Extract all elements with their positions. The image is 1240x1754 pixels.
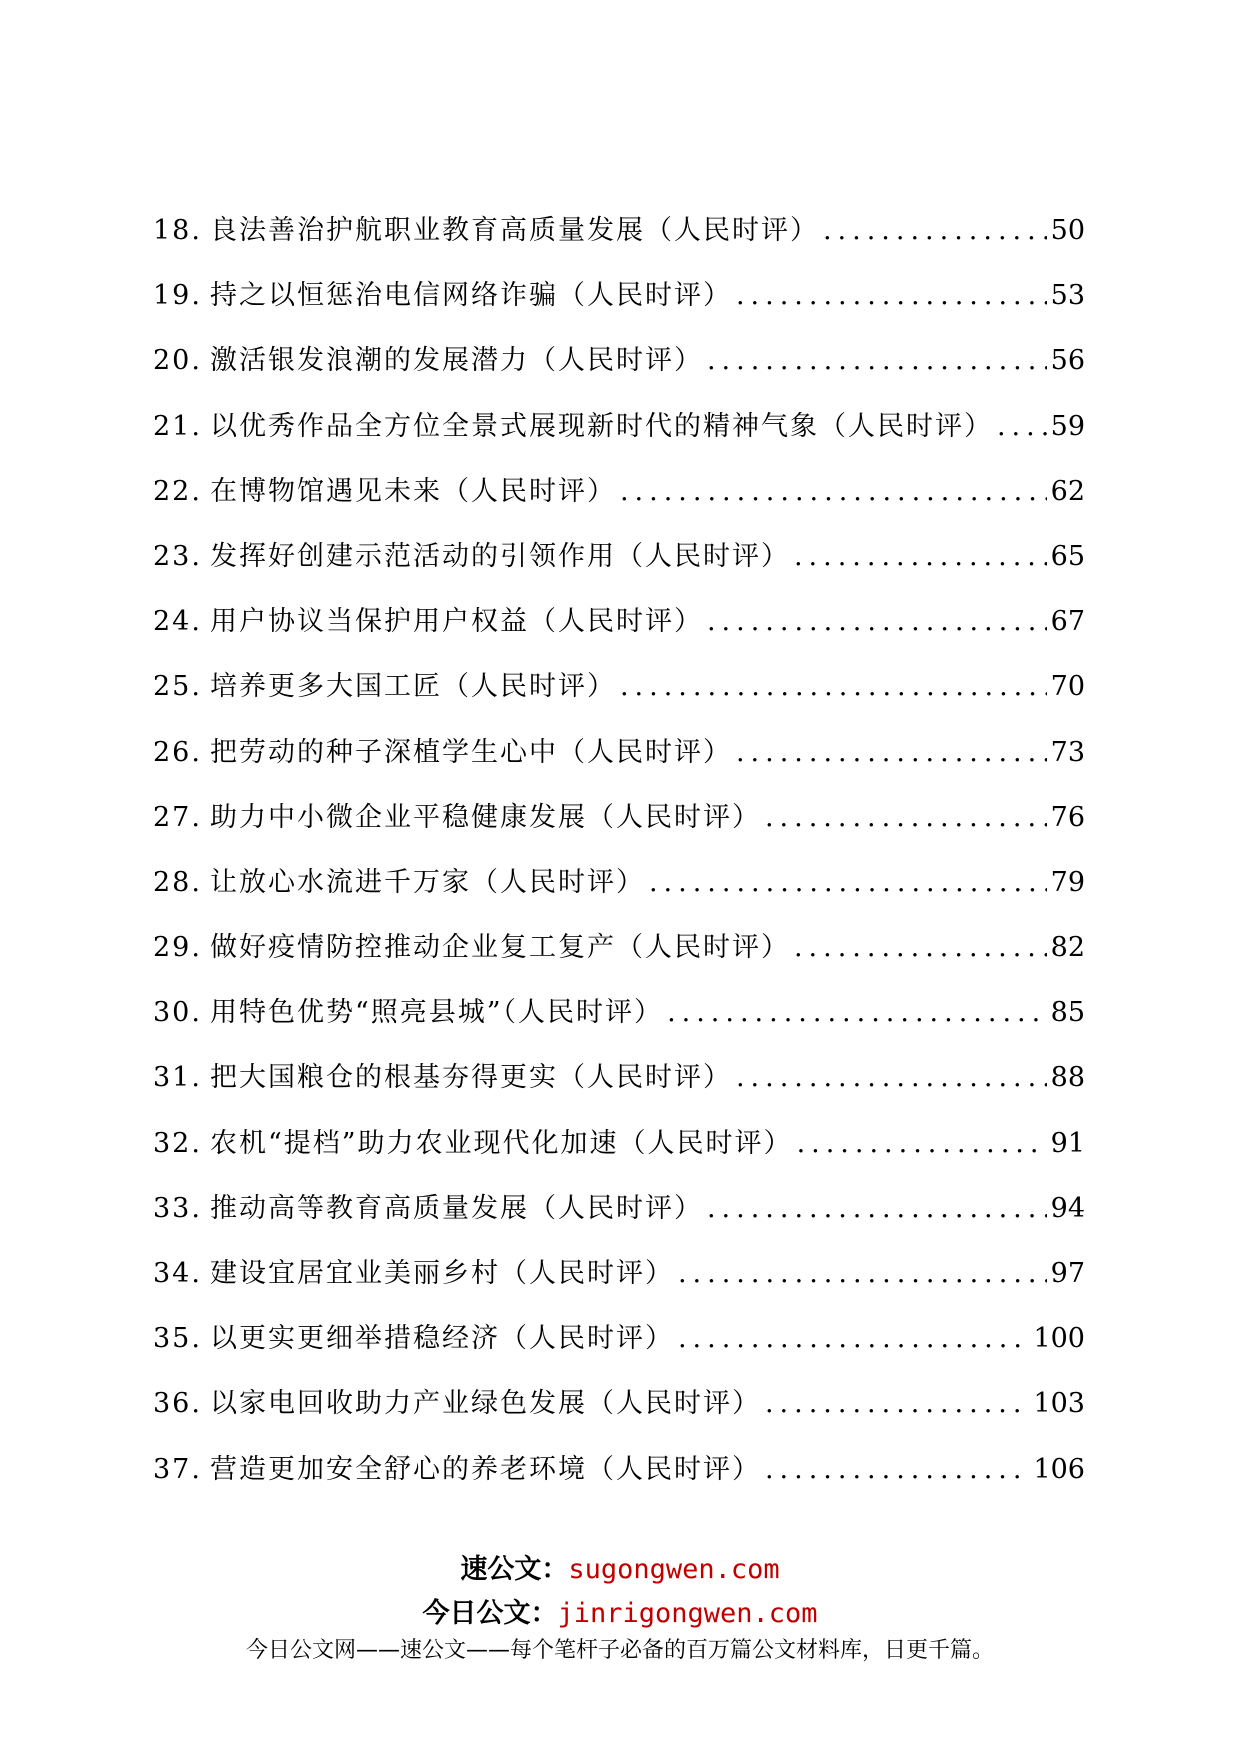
toc-entry-title: 以优秀作品全方位全景式展现新时代的精神气象（人民时评）: [209, 410, 993, 442]
toc-entry-number: 24.: [153, 606, 202, 638]
toc-leader-dots: [649, 867, 1047, 898]
toc-entry-title: 在博物馆遇见未来（人民时评）: [209, 475, 616, 507]
toc-entry-page: 106: [1033, 1453, 1085, 1485]
site-link[interactable]: sugongwen.com: [568, 1554, 780, 1585]
toc-entry-number: 27.: [153, 801, 202, 833]
toc-entry[interactable]: [153, 534, 1085, 599]
toc-entry-number: 23.: [153, 540, 202, 572]
toc-entry-page: 70: [1050, 671, 1085, 703]
toc-leader-dots: [765, 1454, 1030, 1485]
toc-entry-page: 62: [1050, 475, 1085, 507]
toc-entry[interactable]: [153, 208, 1085, 273]
toc-entry-title: 营造更加安全舒心的养老环境（人民时评）: [209, 1453, 761, 1485]
toc-entry-title: 农机“提档”助力农业现代化加速（人民时评）: [209, 1127, 793, 1159]
toc-leader-dots: [707, 606, 1047, 637]
toc-leader-dots: [736, 1062, 1047, 1093]
toc-entry-number: 21.: [153, 410, 202, 442]
toc-entry-title: 推动高等教育高质量发展（人民时评）: [209, 1192, 703, 1224]
footer-site-line-1: [0, 1547, 1240, 1586]
toc-entry[interactable]: [153, 795, 1085, 860]
toc-entry-page: 76: [1050, 801, 1085, 833]
footer-site-line-2: [0, 1591, 1240, 1630]
toc-entry-number: 19.: [153, 280, 202, 312]
toc-entry-page: 53: [1050, 280, 1085, 312]
toc-leader-dots: [765, 1388, 1030, 1419]
toc-entry-title: 以更实更细举措稳经济（人民时评）: [209, 1323, 674, 1355]
toc-entry[interactable]: [153, 338, 1085, 403]
toc-entry-number: 31.: [153, 1062, 202, 1094]
toc-entry-page: 65: [1050, 540, 1085, 572]
toc-entry[interactable]: [153, 469, 1085, 534]
site-label: 今日公文：: [422, 1598, 558, 1629]
toc-entry-title: 持之以恒惩治电信网络诈骗（人民时评）: [209, 280, 732, 312]
site-link[interactable]: jinrigongwen.com: [557, 1598, 818, 1629]
toc-entry[interactable]: [153, 860, 1085, 925]
toc-entry-number: 34.: [153, 1258, 202, 1289]
toc-entry-number: 26.: [153, 736, 202, 768]
toc-entry-number: 35.: [153, 1323, 202, 1355]
toc-entry-title: 建设宜居宜业美丽乡村（人民时评）: [209, 1258, 674, 1289]
toc-entry-page: 56: [1050, 345, 1085, 377]
toc-entry-title: 做好疫情防控推动企业复工复产（人民时评）: [209, 932, 790, 964]
toc-entry-title: 用特色优势“照亮县城”（人民时评）: [209, 997, 664, 1029]
toc-leader-dots: [823, 215, 1047, 246]
toc-entry[interactable]: [153, 925, 1085, 990]
toc-leader-dots: [797, 1128, 1047, 1159]
toc-entry-title: 助力中小微企业平稳健康发展（人民时评）: [209, 801, 761, 833]
toc-leader-dots: [794, 541, 1047, 572]
toc-leader-dots: [707, 345, 1047, 376]
toc-entry-number: 32.: [153, 1127, 202, 1159]
toc-entry-number: 29.: [153, 932, 202, 964]
toc-entry-title: 发挥好创建示范活动的引领作用（人民时评）: [209, 540, 790, 572]
toc-entry[interactable]: [153, 1251, 1085, 1316]
toc-entry-title: 让放心水流进千万家（人民时评）: [209, 866, 645, 898]
toc-leader-dots: [736, 737, 1047, 768]
toc-leader-dots: [678, 1323, 1030, 1354]
toc-leader-dots: [997, 411, 1047, 442]
toc-entry[interactable]: [153, 599, 1085, 664]
toc-entry-title: 良法善治护航职业教育高质量发展（人民时评）: [209, 215, 819, 246]
toc-entry-title: 培养更多大国工匠（人民时评）: [209, 671, 616, 703]
toc-entry-page: 67: [1050, 606, 1085, 638]
toc-entry-page: 59: [1050, 410, 1085, 442]
toc-entry-title: 以家电回收助力产业绿色发展（人民时评）: [209, 1388, 761, 1420]
toc-entry[interactable]: [153, 990, 1085, 1055]
toc-leader-dots: [707, 1193, 1047, 1224]
toc-entry-number: 28.: [153, 866, 202, 898]
toc-entry-page: 73: [1050, 736, 1085, 768]
toc-entry-title: 把大国粮仓的根基夯得更实（人民时评）: [209, 1062, 732, 1094]
site-label: 速公文：: [460, 1554, 569, 1585]
toc-entry[interactable]: [153, 273, 1085, 338]
toc-entry-page: 79: [1050, 866, 1085, 898]
table-of-contents: [153, 208, 1085, 1512]
toc-entry-number: 30.: [153, 997, 202, 1029]
toc-entry-number: 22.: [153, 475, 202, 507]
toc-entry-number: 25.: [153, 671, 202, 703]
toc-entry-page: 88: [1050, 1062, 1085, 1094]
toc-entry-number: 33.: [153, 1192, 202, 1224]
toc-entry-page: 97: [1050, 1258, 1085, 1289]
toc-leader-dots: [794, 932, 1047, 963]
toc-entry[interactable]: [153, 730, 1085, 795]
toc-leader-dots: [620, 476, 1047, 507]
toc-leader-dots: [620, 671, 1047, 702]
toc-entry-title: 把劳动的种子深植学生心中（人民时评）: [209, 736, 732, 768]
toc-entry-page: 100: [1033, 1323, 1085, 1355]
toc-entry-number: 36.: [153, 1388, 202, 1420]
toc-entry[interactable]: [153, 1447, 1085, 1512]
toc-leader-dots: [678, 1258, 1047, 1289]
toc-entry-title: 用户协议当保护用户权益（人民时评）: [209, 606, 703, 638]
toc-entry-number: 37.: [153, 1453, 202, 1485]
toc-entry-page: 103: [1033, 1388, 1085, 1420]
toc-entry-page: 82: [1050, 932, 1085, 964]
toc-entry[interactable]: [153, 1186, 1085, 1251]
toc-entry[interactable]: [153, 404, 1085, 469]
toc-entry[interactable]: [153, 1316, 1085, 1381]
toc-entry-title: 激活银发浪潮的发展潜力（人民时评）: [209, 345, 703, 377]
toc-entry[interactable]: [153, 1055, 1085, 1120]
toc-entry[interactable]: [153, 1121, 1085, 1186]
toc-entry[interactable]: [153, 1381, 1085, 1446]
toc-entry[interactable]: [153, 664, 1085, 729]
toc-entry-number: 20.: [153, 345, 202, 377]
toc-entry-page: 94: [1050, 1192, 1085, 1224]
toc-entry-page: 50: [1050, 215, 1085, 246]
toc-leader-dots: [765, 802, 1047, 833]
toc-leader-dots: [736, 280, 1047, 311]
toc-entry-page: 85: [1050, 997, 1085, 1029]
toc-leader-dots: [667, 997, 1047, 1028]
toc-entry-number: 18.: [153, 215, 202, 246]
toc-entry-page: 91: [1050, 1127, 1085, 1159]
footer-tagline: 今日公文网——速公文——每个笔杆子必备的百万篇公文材料库，日更千篇。: [245, 1638, 994, 1663]
